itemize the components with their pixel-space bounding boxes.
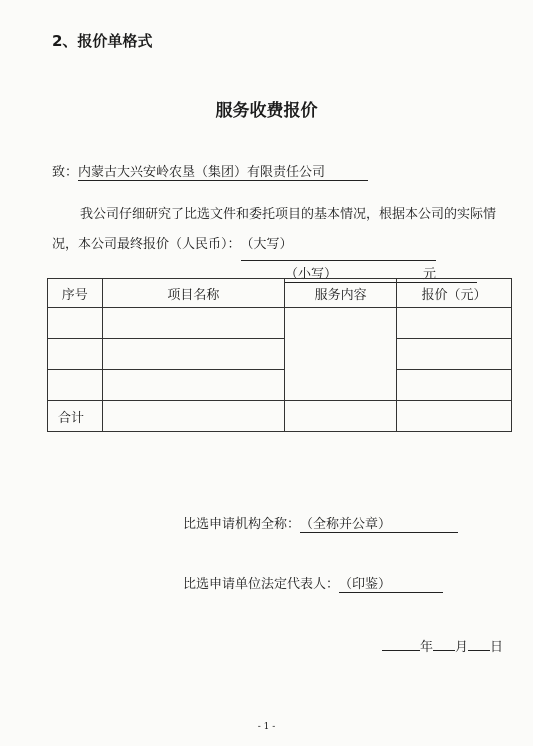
table-cell <box>102 308 285 339</box>
table-cell <box>396 308 511 339</box>
table-cell <box>285 401 397 432</box>
day-blank <box>468 650 490 651</box>
recipient-name: 内蒙古大兴安岭农垦（集团）有限责任公司 <box>78 161 368 181</box>
org-value: （全称并公章） <box>300 513 458 533</box>
header-project-name: 项目名称 <box>102 279 285 308</box>
table-cell <box>102 401 285 432</box>
org-label: 比选申请机构全称： <box>183 517 301 532</box>
date-day: 日 <box>490 640 504 655</box>
quote-table <box>47 278 512 432</box>
table-cell <box>48 308 103 339</box>
table-header-row <box>48 279 512 308</box>
header-quote: 报价（元） <box>396 279 511 308</box>
date-year: 年 <box>420 640 434 655</box>
header-seq: 序号 <box>48 279 103 308</box>
amount-unit: 元 <box>423 267 437 282</box>
body-paragraph <box>52 200 512 261</box>
table-cell <box>396 339 511 370</box>
header-service-content: 服务内容 <box>285 279 397 308</box>
amount-upper-field <box>241 230 436 261</box>
date-month: 月 <box>455 640 469 655</box>
month-blank <box>433 650 455 651</box>
table-row <box>48 308 512 339</box>
table-cell <box>396 401 511 432</box>
body-text: 我公司仔细研究了比选文件和委托项目的基本情况，根据本公司的实际情况，本公司最终报价（人民币）： <box>52 207 497 252</box>
table-cell <box>102 370 285 401</box>
service-content-cell <box>285 308 397 401</box>
recipient-prefix: 致： <box>52 165 79 180</box>
total-label: 合计 <box>48 401 103 432</box>
rep-signature-line <box>183 573 443 593</box>
year-blank <box>382 650 420 651</box>
rep-label: 比选申请单位法定代表人： <box>183 577 340 592</box>
amount-upper-label: （大写） <box>240 237 293 252</box>
page-number: - 1 - <box>257 722 276 732</box>
amount-lower-label: （小写） <box>285 267 338 282</box>
section-heading: 2、报价单格式 <box>52 32 153 50</box>
document-title: 服务收费报价 <box>215 101 318 121</box>
table-row <box>48 339 512 370</box>
table-cell <box>396 370 511 401</box>
date-line <box>382 636 503 655</box>
rep-value: （印鉴） <box>339 573 443 593</box>
org-signature-line <box>183 513 458 533</box>
table-cell <box>102 339 285 370</box>
table-row <box>48 370 512 401</box>
table-cell <box>48 370 103 401</box>
recipient-line <box>52 161 368 181</box>
table-total-row <box>48 401 512 432</box>
table-cell <box>48 339 103 370</box>
